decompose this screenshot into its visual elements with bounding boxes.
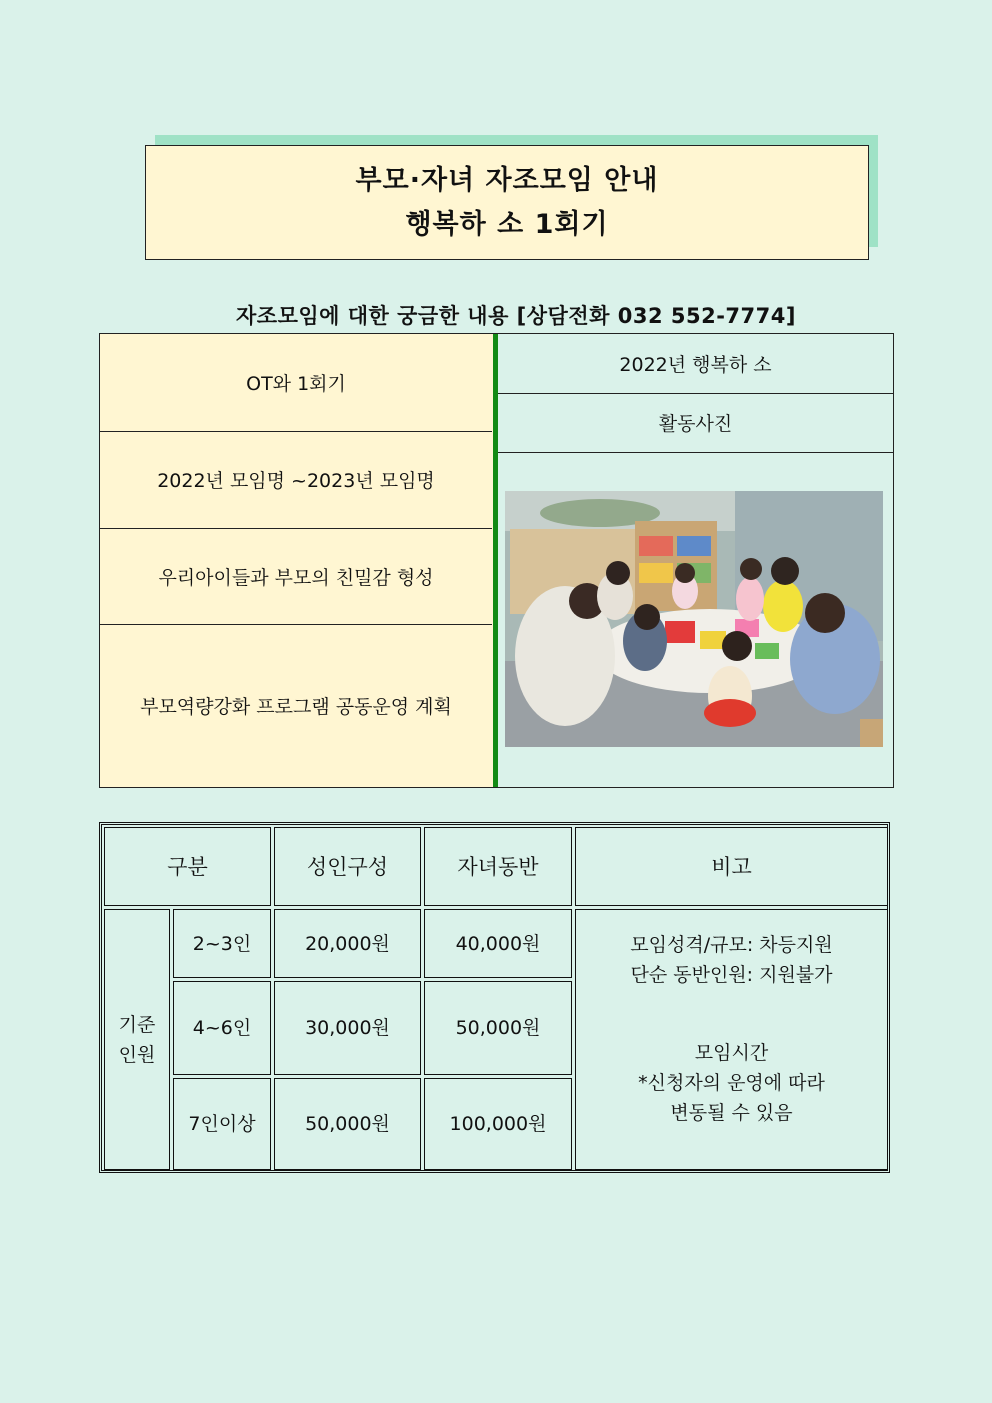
- info-table: [99, 333, 894, 788]
- note-time-title: 모임시간: [694, 1042, 769, 1064]
- photo-caption-subtitle: 활동사진: [498, 393, 893, 453]
- note-time-detail-1: *신청자의 운영에 따라: [638, 1072, 825, 1094]
- row-child-3: 100,000원: [424, 1078, 572, 1170]
- header-child: 자녀동반: [424, 827, 572, 906]
- row-adult-2: 30,000원: [274, 981, 421, 1075]
- fee-table: [99, 822, 890, 1173]
- header-category: 구분: [104, 827, 271, 906]
- group-label: 기준 인원: [104, 909, 170, 1170]
- note-support: 모임성격/규모: 차등지원: [630, 934, 833, 956]
- info-row-plan: 부모역량강화 프로그램 공동운영 계획: [140, 696, 452, 718]
- info-right-column: [498, 334, 893, 787]
- note-companion: 단순 동반인원: 지원불가: [630, 964, 833, 986]
- page-title: 부모·자녀 자조모임 안내: [355, 164, 659, 196]
- title-box: [145, 145, 869, 260]
- row-child-1: 40,000원: [424, 909, 572, 978]
- activity-photo: [505, 491, 883, 747]
- activity-photo-illustration: [505, 491, 883, 747]
- row-size-1: 2~3인: [173, 909, 271, 978]
- row-size-2: 4~6인: [173, 981, 271, 1075]
- row-child-2: 50,000원: [424, 981, 572, 1075]
- row-adult-1: 20,000원: [274, 909, 421, 978]
- page-subtitle: 행복하 소 1회기: [405, 208, 609, 240]
- info-row-goal: 우리아이들과 부모의 친밀감 형성: [100, 528, 492, 625]
- photo-caption-title: 2022년 행복하 소: [498, 334, 893, 394]
- row-adult-3: 50,000원: [274, 1078, 421, 1170]
- header-note: 비고: [575, 827, 888, 906]
- inquiry-line: 자조모임에 대한 궁금한 내용 [상담전화 032 552-7774]: [236, 304, 796, 328]
- row-size-3: 7인이상: [173, 1078, 271, 1170]
- info-left-column: [100, 334, 492, 787]
- header-adult: 성인구성: [274, 827, 421, 906]
- note-time-detail-2: 변동될 수 있음: [670, 1102, 793, 1124]
- note-cell: [575, 909, 888, 1170]
- info-row-name: 2022년 모임명 ~2023년 모임명: [100, 431, 492, 529]
- info-row-session: OT와 1회기: [100, 334, 492, 432]
